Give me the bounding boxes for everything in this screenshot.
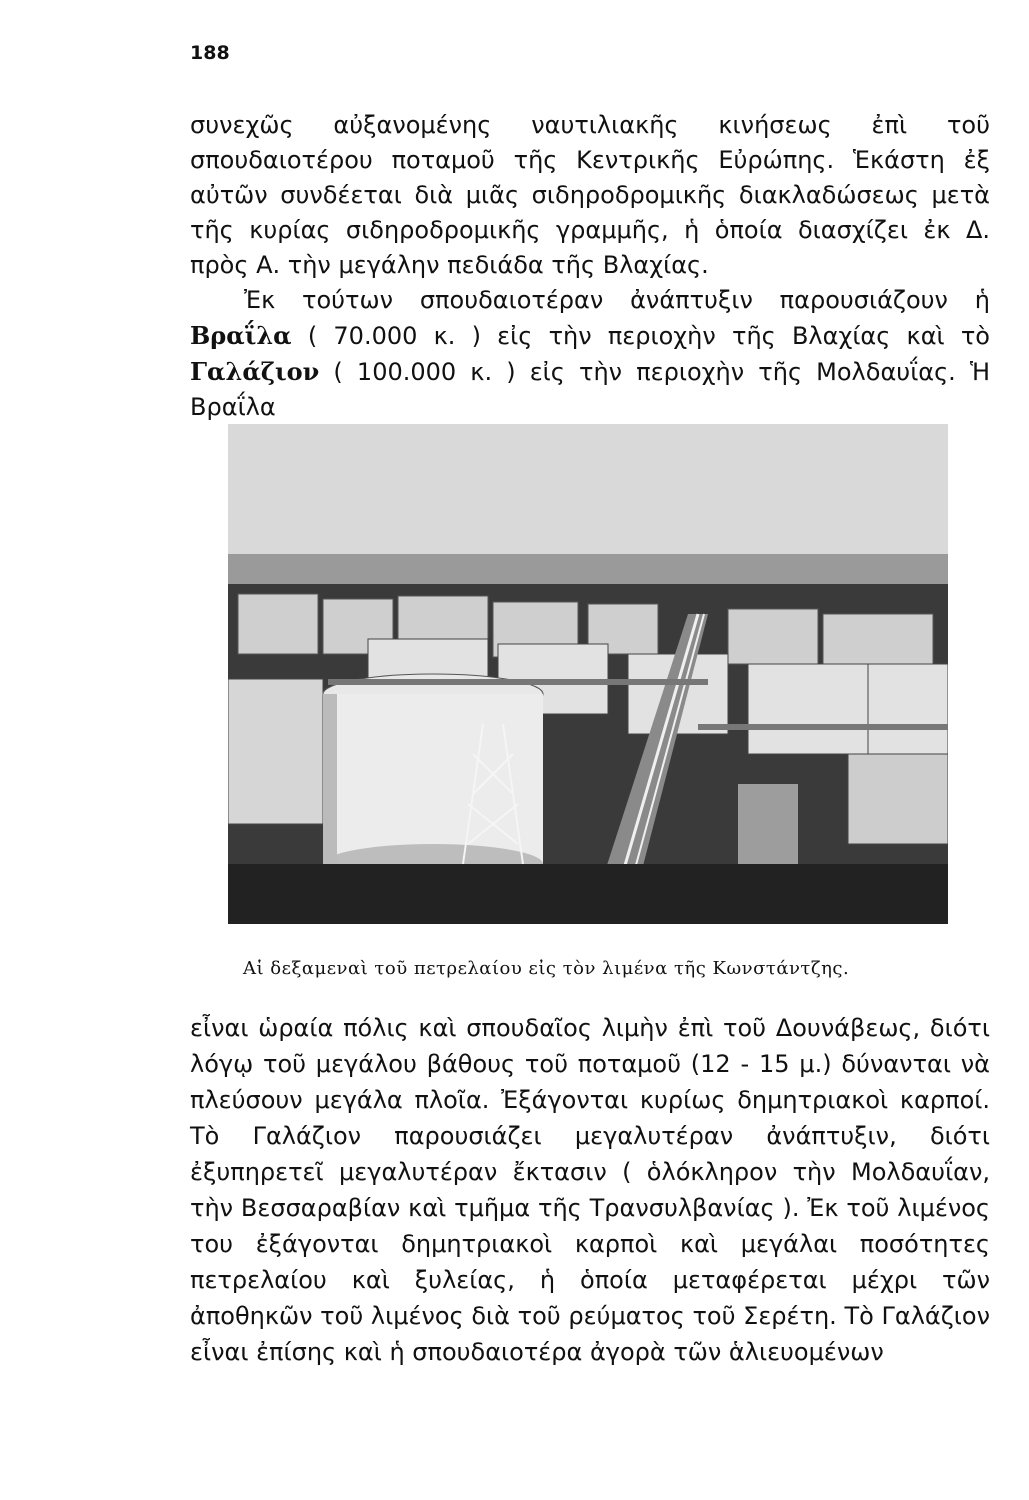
city-name-galatz: Γαλάζιον [190,357,320,386]
paragraph-cities-text-1: Ἐκ τούτων σπουδαιοτέραν ἀνάπτυξιν παρουσιάζουν ἡ [244,286,990,314]
paragraph-cities [190,283,990,425]
paragraph-cities-text-3: ( 100.000 κ. ) εἰς τὴν περιοχὴν τῆς Μολδαυΐας. Ἡ Βραΐλα [190,358,990,421]
oil-tanks-illustration [228,424,948,924]
text-block-top [190,108,990,425]
paragraph-continuation: συνεχῶς αὐξανομένης ναυτιλιακῆς κινήσεως ἐπὶ τοῦ σπουδαιοτέρου ποταμοῦ τῆς Κεντρικῆς Εὐρώπης. Ἑκάστη ἐξ αὐτῶν συνδέεται διὰ μιᾶς σιδηροδρομικῆς διακλαδώσεως μετὰ τῆς κυρίας σιδηροδρομικῆς γραμμῆς, ἡ ὁποία διασχίζει ἐκ Δ. πρὸς Α. τὴν μεγάλην πεδιάδα τῆς Βλαχίας. [190,111,990,279]
page-number: 188 [190,42,230,64]
oil-tanks-photo [228,424,948,924]
text-block-bottom [190,1010,990,1370]
paragraph-cities-text-2: ( 70.000 κ. ) εἰς τὴν περιοχὴν τῆς Βλαχίας καὶ τὸ [291,322,990,350]
paragraph-braila-galatz: εἶναι ὡραία πόλις καὶ σπουδαῖος λιμὴν ἐπὶ τοῦ Δουνάβεως, διότι λόγῳ τοῦ μεγάλου βάθους τοῦ ποταμοῦ (12 - 15 μ.) δύνανται νὰ πλεύσουν μεγάλα πλοῖα. Ἐξάγονται κυρίως δημητριακοὶ καρποί. Τὸ Γαλάζιον παρουσιάζει μεγαλυτέραν ἀνάπτυξιν, διότι ἐξυπηρετεῖ μεγαλυτέραν ἔκτασιν ( ὁλόκληρον τὴν Μολδαυΐαν, τὴν Βεσσαραβίαν καὶ τμῆμα τῆς Τρανσυλβανίας ). Ἐκ τοῦ λιμένος του ἐξάγονται δημητριακοὶ καρποὶ καὶ μεγάλαι ποσότητες πετρελαίου καὶ ξυλείας, ἡ ὁποία μεταφέρεται μέχρι τῶν ἀποθηκῶν τοῦ λιμένος διὰ τοῦ ρεύματος τοῦ Σερέτη. Τὸ Γαλάζιον εἶναι ἐπίσης καὶ ἡ σπουδαιοτέρα ἀγορὰ τῶν ἁλιευομένων [190,1014,990,1366]
photo-caption: Αἱ δεξαμεναὶ τοῦ πετρελαίου εἰς τὸν λιμένα τῆς Κωνστάντζης. [243,958,850,979]
city-name-braila: Βραΐλα [190,321,292,350]
